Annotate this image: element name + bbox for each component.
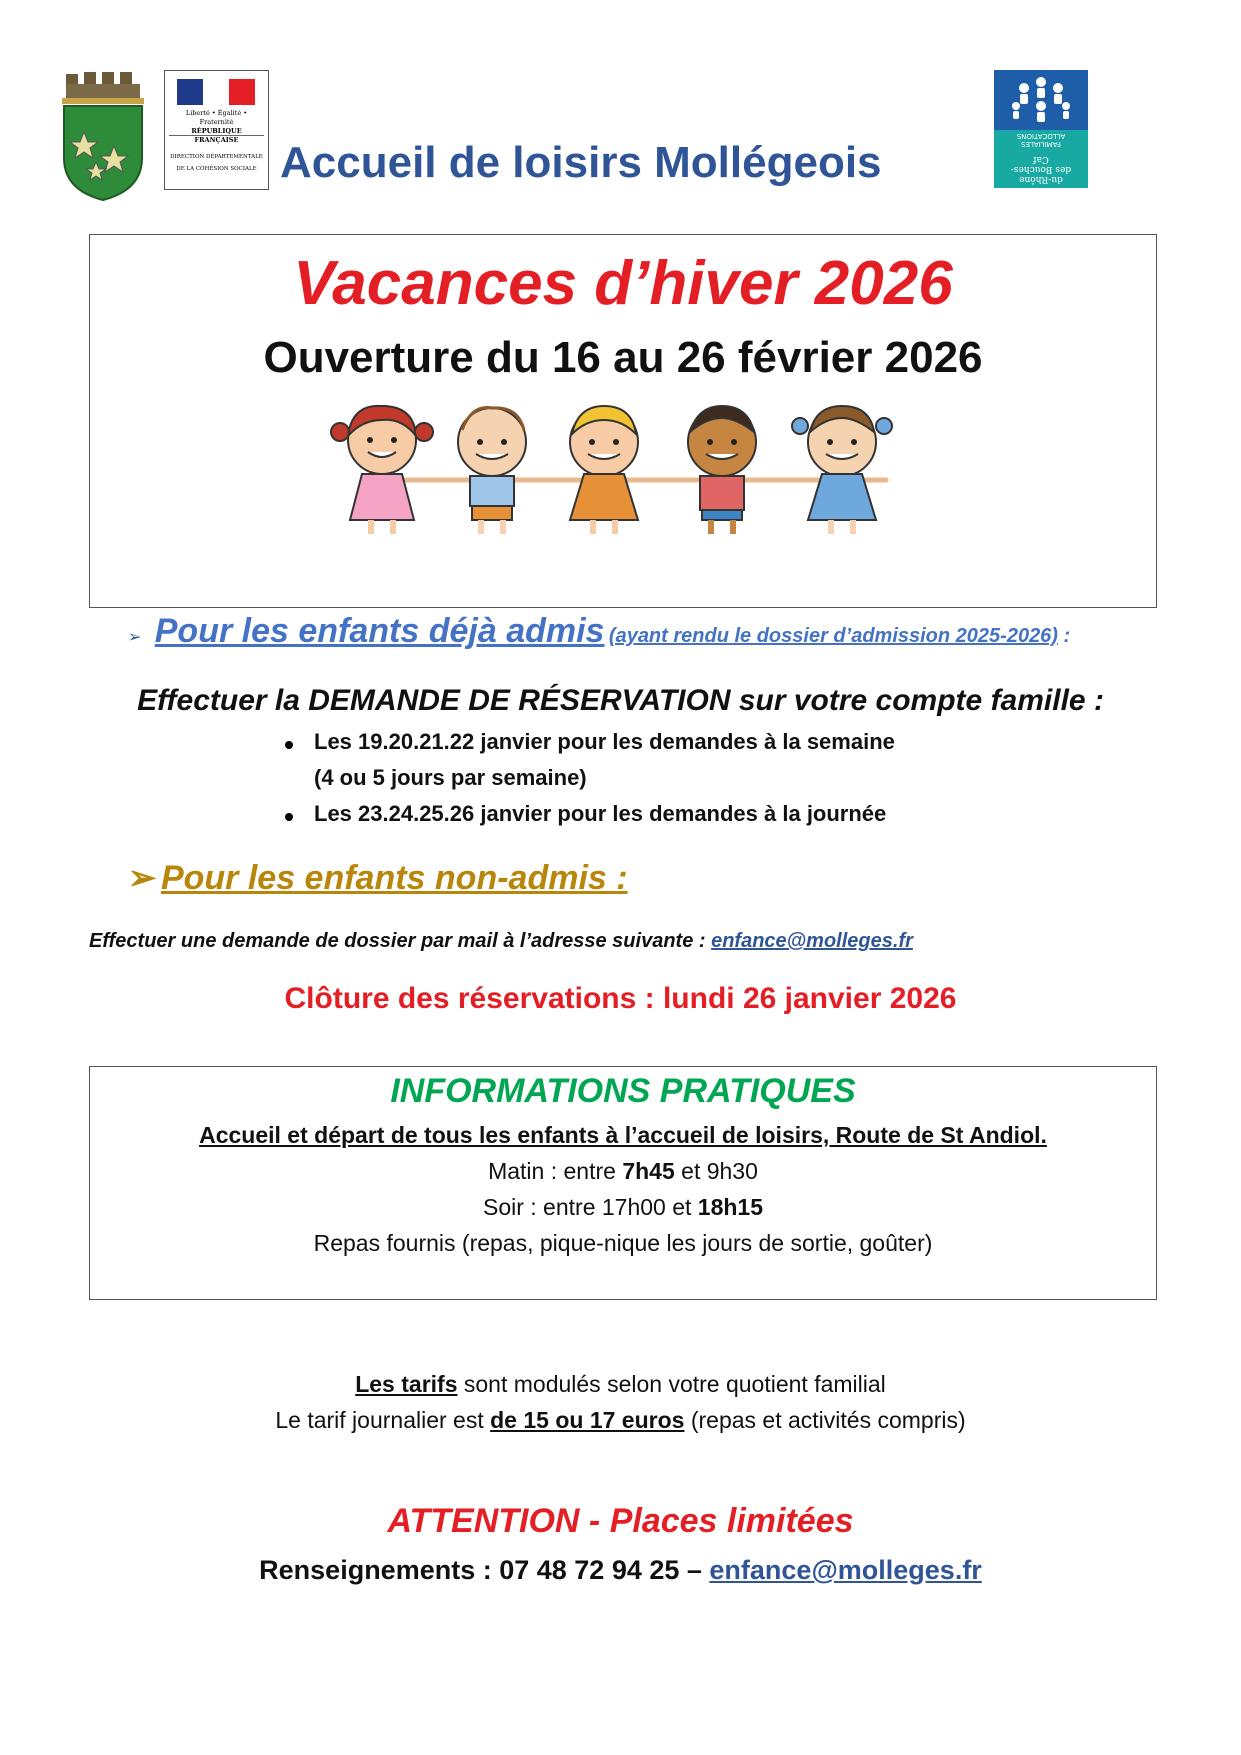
tarif-line-2-prefix: Le tarif journalier est	[275, 1407, 491, 1433]
bullet-day-line1: Les 23.24.25.26 janvier pour les demandes à la journée	[314, 801, 887, 826]
caf-logo	[994, 70, 1088, 188]
french-flag-icon	[177, 79, 255, 105]
village-coat-of-arms-logo	[62, 72, 144, 202]
caf-line2: FAMILIALES	[1021, 140, 1061, 148]
admis-note: (ayant rendu le dossier d’admission 2025-2026)	[608, 625, 1058, 647]
republique-francaise-logo	[164, 70, 269, 190]
attention-notice: ATTENTION - Places limitées	[387, 1502, 854, 1540]
caf-line1: ALLOCATIONS	[1016, 132, 1066, 140]
info-accueil: Accueil et départ de tous les enfants à l’accueil de loisirs, Route de St Andiol.	[199, 1122, 1047, 1148]
admis-section-heading	[128, 612, 1070, 651]
rf-direction-line1: DIRECTION DÉPARTEMENTALE	[170, 154, 263, 160]
mail-request-link[interactable]: enfance@molleges.fr	[711, 930, 913, 952]
info-title: INFORMATIONS PRATIQUES	[390, 1072, 856, 1110]
page-title: Accueil de loisirs Mollégeois	[280, 138, 882, 187]
mail-request-text: Effectuer une demande de dossier par mail à l’adresse suivante :	[89, 930, 712, 952]
admis-heading: Pour les enfants déjà admis	[154, 612, 605, 650]
rf-motto	[169, 109, 264, 145]
contact-email-link[interactable]: enfance@molleges.fr	[709, 1555, 982, 1585]
bullet-week-line2: (4 ou 5 jours par semaine)	[314, 765, 587, 790]
info-repas: Repas fournis (repas, pique-nique les jours de sortie, goûter)	[313, 1230, 933, 1256]
arrow-bullet-icon: ➢	[128, 629, 142, 646]
rf-motto-text: Liberté • Égalité • Fraternité	[185, 109, 248, 126]
rf-direction	[169, 151, 264, 175]
admis-colon: :	[1057, 625, 1071, 647]
tarif-line-2	[0, 1407, 1241, 1434]
tarif-label: Les tarifs	[355, 1371, 458, 1397]
caf-line3: Caf	[1033, 154, 1049, 164]
caf-line4: des Bouches-	[1010, 164, 1072, 174]
bullet-dot-icon	[285, 741, 293, 749]
info-soir	[89, 1194, 1157, 1221]
mail-request-line	[89, 930, 913, 953]
caf-figures-icon	[1006, 74, 1076, 126]
hero-subtitle: Ouverture du 16 au 26 février 2026	[263, 333, 983, 382]
bullet-week-line1: Les 19.20.21.22 janvier pour les demandes à la semaine	[314, 729, 895, 754]
info-matin-time: 7h45	[622, 1158, 675, 1184]
children-holding-hands-illustration	[322, 402, 926, 540]
bullet-dot-icon	[285, 813, 293, 821]
info-soir-time: 18h15	[697, 1194, 764, 1220]
non-admis-section-heading	[128, 858, 628, 898]
hero-title: Vacances d’hiver 2026	[293, 249, 953, 318]
arrow-bullet-icon: ➢	[128, 859, 157, 897]
info-matin-suffix: et 9h30	[674, 1158, 758, 1184]
reservation-deadline: Clôture des réservations : lundi 26 janvier 2026	[284, 982, 957, 1015]
tarif-line-2-suffix: (repas et activités compris)	[684, 1407, 966, 1433]
info-matin-prefix: Matin : entre	[488, 1158, 623, 1184]
reservation-instruction: Effectuer la DEMANDE DE RÉSERVATION sur votre compte famille :	[137, 684, 1104, 717]
contact-phone-text: Renseignements : 07 48 72 94 25 –	[259, 1555, 710, 1585]
tarif-line-1	[0, 1371, 1241, 1398]
caf-label-region	[994, 154, 1088, 184]
tarif-amount: de 15 ou 17 euros	[490, 1407, 685, 1433]
non-admis-heading: Pour les enfants non-admis :	[160, 859, 628, 897]
caf-label-allocations	[994, 132, 1088, 148]
rf-direction-line2: DE LA COHÉSION SOCIALE	[176, 166, 257, 172]
tarif-line-1-rest: sont modulés selon votre quotient familial	[457, 1371, 886, 1397]
caf-line5: du-Rhône	[1019, 174, 1063, 184]
contact-line	[0, 1555, 1241, 1586]
info-matin	[89, 1158, 1157, 1185]
info-soir-prefix: Soir : entre 17h00 et	[482, 1194, 698, 1220]
rf-name: RÉPUBLIQUE FRANÇAISE	[191, 127, 242, 144]
